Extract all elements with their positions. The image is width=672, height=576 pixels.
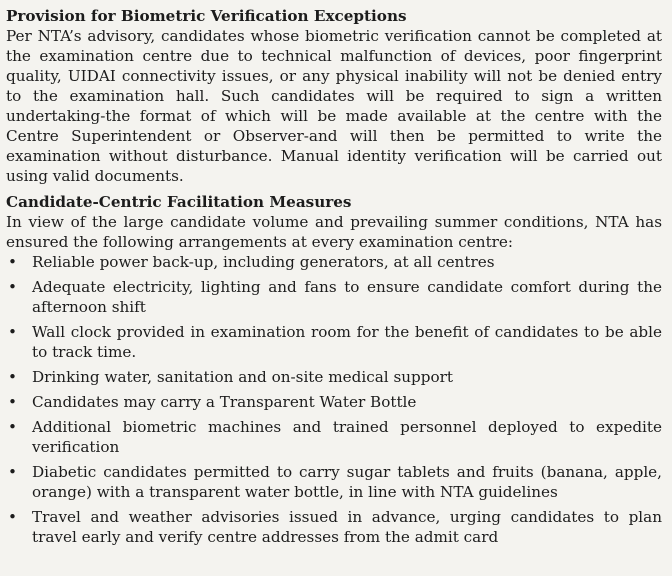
bullet-dot-icon: • <box>8 323 17 341</box>
bullet-text: Reliable power back-up, including generators, at all centres <box>32 253 495 271</box>
bullet-text: Adequate electricity, lighting and fans to ensure candidate comfort during the afternoon shift <box>32 278 662 316</box>
bullet-item <box>6 417 662 457</box>
bullet-item <box>6 322 662 362</box>
bullet-item <box>6 252 662 272</box>
section-heading: Provision for Biometric Verification Exceptions <box>6 7 407 25</box>
bullet-text: Travel and weather advisories issued in advance, urging candidates to plan travel early and verify centre addresses from the admit card <box>32 508 662 546</box>
bullet-item <box>6 392 662 412</box>
bullet-item <box>6 507 662 547</box>
section-biometric-exceptions <box>6 6 662 186</box>
bullet-dot-icon: • <box>8 278 17 296</box>
bullet-text: Additional biometric machines and trained personnel deployed to expedite verification <box>32 418 662 456</box>
bullet-text: Drinking water, sanitation and on-site medical support <box>32 368 453 386</box>
bullet-dot-icon: • <box>8 393 17 411</box>
bullet-item <box>6 277 662 317</box>
bullet-item <box>6 367 662 387</box>
section-heading: Candidate-Centric Facilitation Measures <box>6 193 352 211</box>
bullet-text: Candidates may carry a Transparent Water Bottle <box>32 393 417 411</box>
bullet-text: Wall clock provided in examination room for the benefit of candidates to be able to track time. <box>32 323 662 361</box>
bullet-dot-icon: • <box>8 368 17 386</box>
section-facilitation-measures <box>6 192 662 547</box>
facilitation-bullet-list <box>6 252 662 547</box>
section-paragraph: In view of the large candidate volume and prevailing summer conditions, NTA has ensured the following arrangements at every examination centre: <box>6 213 662 251</box>
section-paragraph: Per NTA’s advisory, candidates whose biometric verification cannot be completed at the examination centre due to technical malfunction of devices, poor fingerprint quality, UIDAI connectivity issues, or any physical inability will not be denied entry to the examination hall. Such candidates will be required to sign a written undertaking-the format of which will be made available at the centre with the Centre Superintendent or Observer-and will then be permitted to write the examination without disturbance. Manual identity verification will be carried out using valid documents. <box>6 27 662 185</box>
bullet-text: Diabetic candidates permitted to carry sugar tablets and fruits (banana, apple, orange) with a transparent water bottle, in line with NTA guidelines <box>32 463 662 501</box>
bullet-dot-icon: • <box>8 418 17 436</box>
bullet-dot-icon: • <box>8 253 17 271</box>
bullet-dot-icon: • <box>8 508 17 526</box>
bullet-item <box>6 462 662 502</box>
bullet-dot-icon: • <box>8 463 17 481</box>
